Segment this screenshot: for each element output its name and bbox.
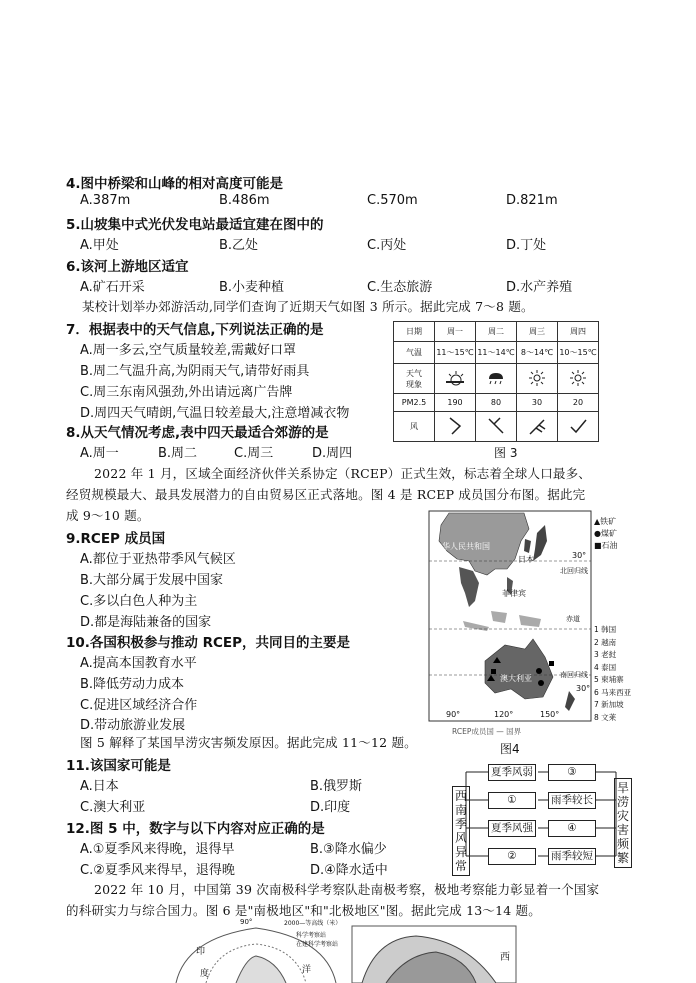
wind-symbol-icon <box>517 412 558 442</box>
q8-option-c: C.周三 <box>234 446 274 461</box>
q4-option-d: D.821m <box>506 193 558 208</box>
fig6-label: 度 <box>200 969 210 979</box>
wind-symbol-icon <box>558 412 599 442</box>
q6-stem: 6.该河上游地区适宜 <box>66 259 189 275</box>
flow-box-1: ① <box>488 792 536 809</box>
map-label-china: 中华人民共和国 <box>434 542 490 551</box>
map-lon-label: 150° <box>540 710 560 719</box>
pm-cell: 20 <box>558 394 599 412</box>
q9-option-a: A.都位于亚热带季风气候区 <box>80 552 236 567</box>
q4-option-a: A.387m <box>80 193 131 208</box>
key-item: 4 泰国 <box>594 662 617 672</box>
table-header: 周四 <box>558 322 599 342</box>
wind-symbol-icon <box>435 412 476 442</box>
q12-stem: 12.图 5 中，数字与以下内容对应正确的是 <box>66 821 325 837</box>
sunny-icon <box>558 364 599 394</box>
q11-option-c: C.澳大利亚 <box>80 800 146 815</box>
q10-option-a: A.提高本国教育水平 <box>80 656 197 671</box>
pm-label: PM2.5 <box>394 394 435 412</box>
q12-option-d: D.④降水适中 <box>310 863 388 878</box>
q7-option-a: A.周一多云,空气质量较差,需戴好口罩 <box>80 343 297 358</box>
q11-option-a: A.日本 <box>80 779 119 794</box>
figure-3-caption: 图 3 <box>494 446 518 460</box>
q10-stem: 10.各国积极参与推动 RCEP，共同目的主要是 <box>66 635 351 651</box>
map-label-philippines: 菲律宾 <box>502 589 526 598</box>
intro-q13-14-line2: 的科研实力与综合国力。图 6 是"南极地区"和"北极地区"图。据此完成 13～14 题。 <box>66 903 541 918</box>
map-label-japan: 日本 <box>518 555 534 564</box>
flow-box-summer-monsoon-strong: 夏季风强 <box>488 820 536 837</box>
pm-cell: 30 <box>517 394 558 412</box>
temp-label: 气温 <box>394 342 435 364</box>
key-item: 7 新加坡 <box>594 700 624 709</box>
q8-stem: 8.从天气情况考虑,表中四天最适合郊游的是 <box>66 425 329 441</box>
q7-option-d: D.周四天气晴朗,气温日较差最大,注意增减衣物 <box>80 406 350 421</box>
q9-option-c: C.多以白色人种为主 <box>80 594 198 609</box>
fig6-label: 90° <box>240 918 253 926</box>
intro-q13-14-line1: 2022 年 10 月，中国第 39 次南极科学考察队赴南极考察，极地考察能力彰显着一个国家 <box>94 882 600 897</box>
intro-q9-10-line2: 经贸规模最大、最具发展潜力的自由贸易区正式落地。图 4 是 RCEP 成员国分布图。据此完 <box>66 487 586 502</box>
flow-box-3: ③ <box>548 764 596 781</box>
legend-coal: ●煤矿 <box>594 529 617 538</box>
q6-option-a: A.矿石开采 <box>80 280 145 295</box>
q11-stem: 11.该国家可能是 <box>66 758 171 774</box>
pm-cell: 80 <box>476 394 517 412</box>
q7-option-c: C.周三东南风强劲,外出请远离广告牌 <box>80 385 293 400</box>
flow-left-box: 西南季风异常 <box>452 786 470 876</box>
q12-option-b: B.③降水偏少 <box>310 842 387 857</box>
figure-4-caption: 图4 <box>500 742 520 756</box>
wind-symbol-icon <box>476 412 517 442</box>
legend-oil: ■石油 <box>594 541 618 550</box>
map-lon-label: 120° <box>494 710 514 719</box>
temp-cell: 8～14℃ <box>517 342 558 364</box>
map-lon-label: 90° <box>446 710 461 719</box>
q6-option-b: B.小麦种植 <box>219 280 285 295</box>
q9-option-d: D.都是海陆兼备的国家 <box>80 615 212 630</box>
q4-stem: 4.图中桥梁和山峰的相对高度可能是 <box>66 176 284 192</box>
intro-q7-8: 某校计划举办郊游活动,同学们查询了近期天气如图 3 所示。据此完成 7～8 题。 <box>82 299 534 314</box>
wind-label: 风 <box>394 412 435 442</box>
flow-box-4: ④ <box>548 820 596 837</box>
q7-option-b: B.周二气温升高,为阴雨天气,请带好雨具 <box>80 364 310 379</box>
q12-option-a: A.①夏季风来得晚，退得早 <box>80 842 235 857</box>
q11-option-d: D.印度 <box>310 800 351 815</box>
q8-option-a: A.周一 <box>80 446 119 461</box>
key-item: 2 越南 <box>594 637 617 647</box>
q4-option-b: B.486m <box>219 193 270 208</box>
q6-option-c: C.生态旅游 <box>367 280 433 295</box>
map-mineral-legend <box>594 516 618 552</box>
fig6-label: 印 <box>196 947 206 957</box>
flow-box-summer-monsoon-weak: 夏季风弱 <box>488 764 536 781</box>
map-country-key <box>594 624 631 724</box>
q5-option-d: D.丁处 <box>506 238 547 253</box>
map-lat-label: 30° <box>572 551 587 560</box>
flow-right-box: 旱涝灾害频繁 <box>614 778 632 868</box>
flow-box-short-rainy: 雨季较短 <box>548 848 596 865</box>
q10-option-c: C.促进区域经济合作 <box>80 698 198 713</box>
q11-option-b: B.俄罗斯 <box>310 779 363 794</box>
rain-icon <box>476 364 517 394</box>
key-item: 6 马来西亚 <box>594 687 632 697</box>
map-bottom-legend: RCEP成员国 — 国界 <box>452 727 522 736</box>
q8-option-d: D.周四 <box>312 446 353 461</box>
fig6-legend-building-station: 在建科学考察站 <box>296 941 339 948</box>
fig6-legend-contour: 2000—等高线（米） <box>284 920 342 927</box>
q5-option-b: B.乙处 <box>219 238 259 253</box>
intro-q9-10-line1: 2022 年 1 月，区域全面经济伙伴关系协定（RCEP）正式生效，标志着全球人口最多、 <box>94 466 591 481</box>
table-header: 日期 <box>394 322 435 342</box>
weather-label: 天气 现象 <box>394 364 435 394</box>
temp-cell: 11～14℃ <box>476 342 517 364</box>
q12-option-c: C.②夏季风来得早，退得晚 <box>80 863 235 878</box>
table-header: 周三 <box>517 322 558 342</box>
partly-cloudy-icon <box>435 364 476 394</box>
q10-option-b: B.降低劳动力成本 <box>80 677 185 692</box>
intro-q11-12: 图 5 解释了某国旱涝灾害频发原因。据此完成 11～12 题。 <box>80 735 417 750</box>
q5-option-c: C.丙处 <box>367 238 407 253</box>
map-label-equator: 赤道 <box>566 615 580 623</box>
legend-iron: ▲铁矿 <box>594 517 617 526</box>
q10-option-d: D.带动旅游业发展 <box>80 718 186 733</box>
flow-box-2: ② <box>488 848 536 865</box>
q4-option-c: C.570m <box>367 193 418 208</box>
q5-option-a: A.甲处 <box>80 238 119 253</box>
pm-cell: 190 <box>435 394 476 412</box>
map-label-australia: 澳大利亚 <box>500 674 532 683</box>
key-item: 3 老挝 <box>594 650 617 659</box>
temp-cell: 11～15℃ <box>435 342 476 364</box>
fig6-legend-station: 科学考察站 <box>296 932 327 939</box>
q5-stem: 5.山坡集中式光伏发电站最适宜建在图中的 <box>66 217 324 233</box>
table-header: 周一 <box>435 322 476 342</box>
sunny-icon <box>517 364 558 394</box>
key-item: 8 文莱 <box>594 712 617 722</box>
map-label-tropic-north: 北回归线 <box>560 567 588 575</box>
intro-q9-10-line3: 成 9～10 题。 <box>66 508 150 523</box>
q8-option-b: B.周二 <box>158 446 198 461</box>
table-header: 周二 <box>476 322 517 342</box>
key-item: 1 韩国 <box>594 625 617 634</box>
flow-box-long-rainy: 雨季较长 <box>548 792 596 809</box>
key-item: 5 柬埔寨 <box>594 675 624 684</box>
map-label-tropic-south: 南回归线 <box>560 671 588 679</box>
q9-option-b: B.大部分属于发展中国家 <box>80 573 224 588</box>
q7-stem: 7．根据表中的天气信息,下列说法正确的是 <box>66 322 324 338</box>
map-lat-label: 30° <box>576 684 591 693</box>
temp-cell: 10～15℃ <box>558 342 599 364</box>
fig6-label: 洋 <box>302 965 312 975</box>
fig6-label: 西 <box>500 952 510 963</box>
q9-stem: 9.RCEP 成员国 <box>66 531 166 547</box>
weather-table <box>393 321 599 442</box>
q6-option-d: D.水产养殖 <box>506 280 573 295</box>
